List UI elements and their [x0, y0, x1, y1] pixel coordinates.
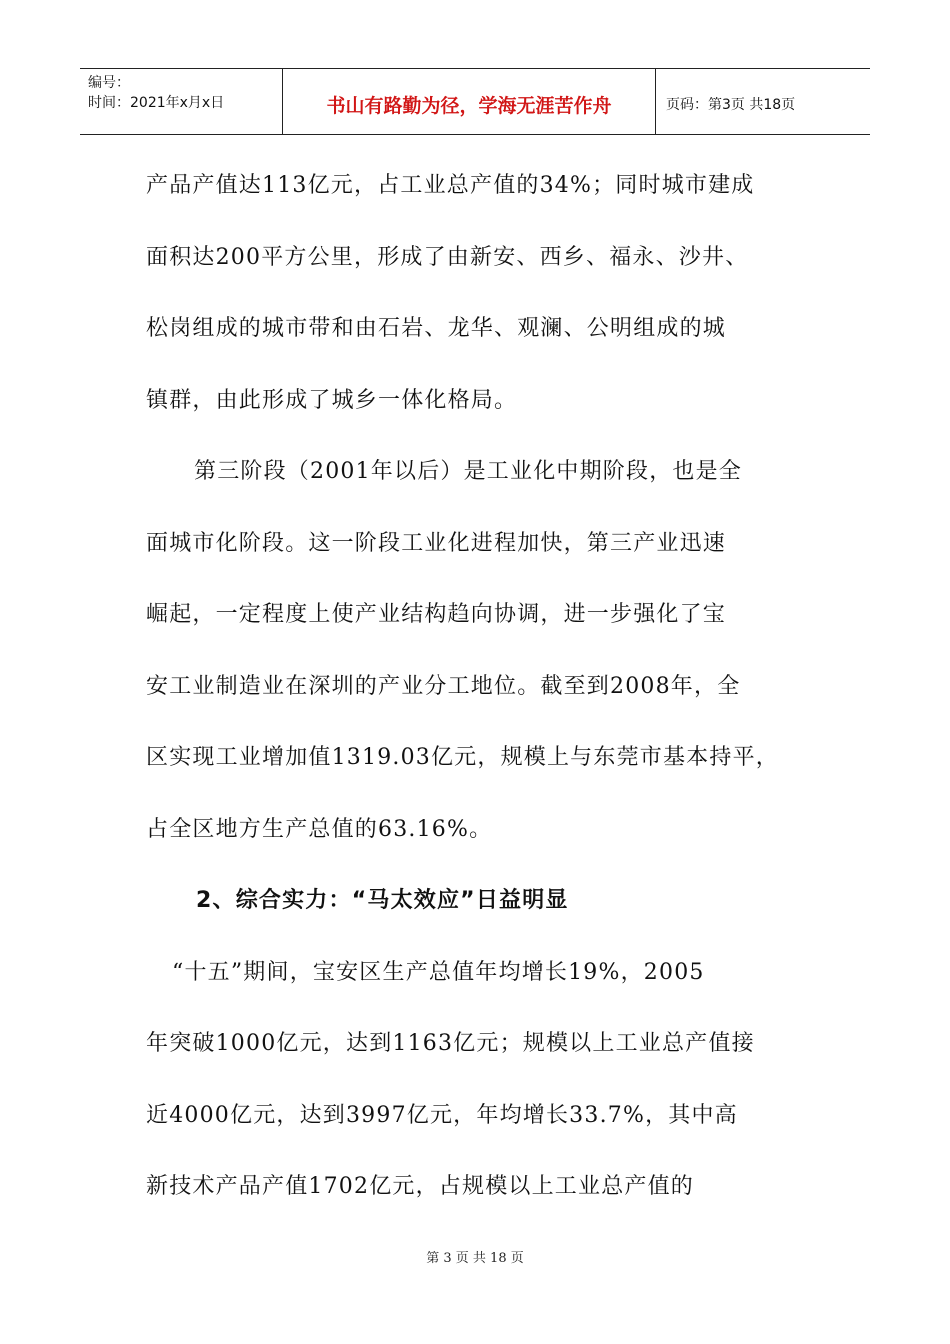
header-meta: [80, 69, 283, 134]
body-line: 面城市化阶段。这一阶段工业化进程加快，第三产业迅速: [146, 530, 727, 556]
paragraph-start-line: “十五”期间，宝安区生产总值年均增长19%，2005: [172, 959, 705, 985]
header-page-info: 页码：第3页 共18页: [666, 96, 796, 113]
body-line: 区实现工业增加值1319.03亿元，规模上与东莞市基本持平，: [146, 745, 779, 770]
document-number-label: 编号：: [88, 75, 130, 91]
header-motto: 书山有路勤为径，学海无涯苦作舟: [283, 69, 656, 134]
body-line: 松岗组成的城市带和由石岩、龙华、观澜、公明组成的城: [146, 316, 727, 341]
document-date-label: 时间：2021年x月x日: [88, 95, 225, 111]
body-line: 近4000亿元，达到3997亿元，年均增长33.7%，其中高: [146, 1102, 738, 1128]
body-line: 新技术产品产值1702亿元，占规模以上工业总产值的: [146, 1174, 694, 1199]
body-line: 面积达200平方公里，形成了由新安、西乡、福永、沙井、: [146, 244, 749, 270]
body-line: 年突破1000亿元，达到1163亿元；规模以上工业总产值接: [146, 1031, 755, 1056]
page-footer: 第 3 页 共 18 页: [426, 1251, 524, 1266]
section-heading: 2、综合实力：“马太效应”日益明显: [196, 888, 569, 913]
body-line: 镇群，由此形成了城乡一体化格局。: [146, 387, 518, 413]
body-line: 产品产值达113亿元，占工业总产值的34%；同时城市建成: [146, 173, 755, 198]
document-body: [146, 160, 826, 1233]
body-line: 安工业制造业在深圳的产业分工地位。截至到2008年，全: [146, 673, 741, 699]
paragraph-start-line: 第三阶段（2001年以后）是工业化中期阶段，也是全: [194, 459, 742, 484]
page-header: [80, 68, 870, 135]
body-line: 占全区地方生产总值的63.16%。: [146, 816, 493, 842]
body-line: 崛起，一定程度上使产业结构趋向协调，进一步强化了宝: [146, 602, 727, 627]
